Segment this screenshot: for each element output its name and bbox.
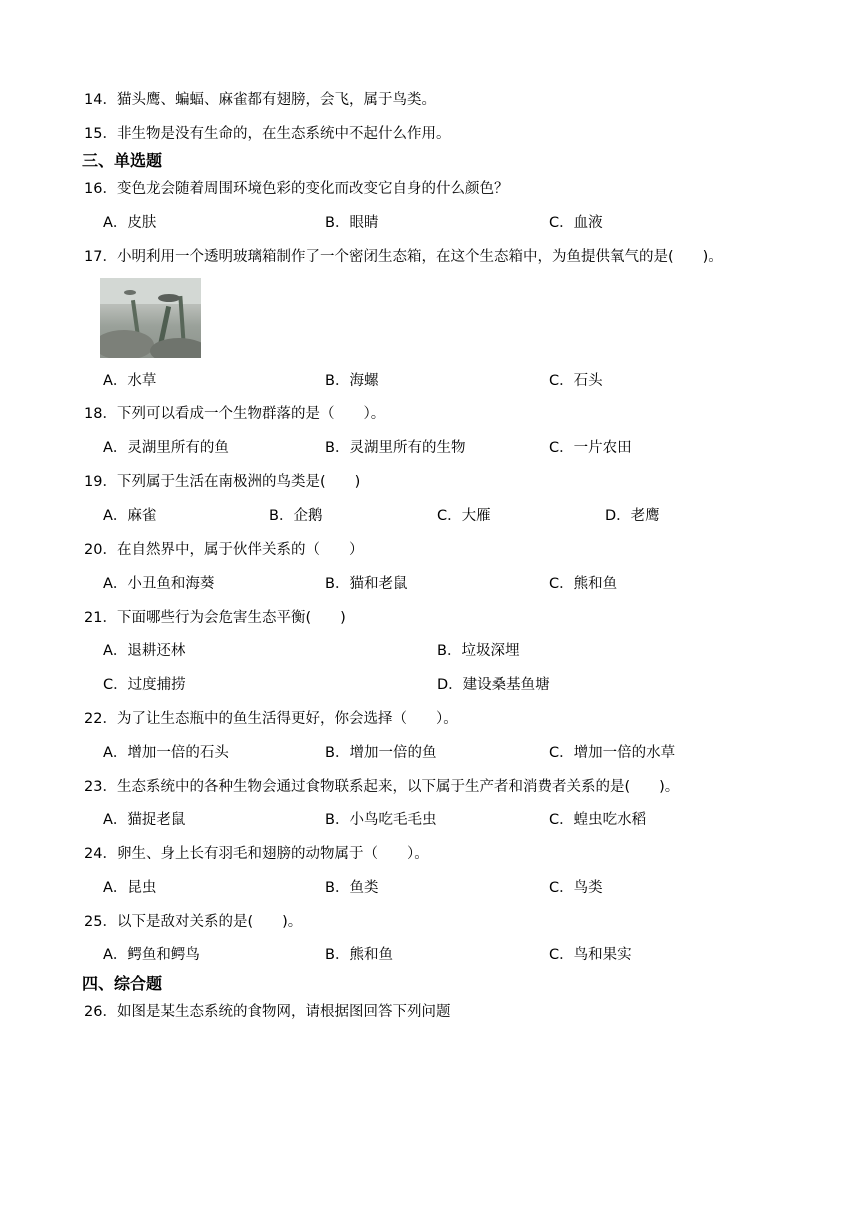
q19-option-c: C．大雁 <box>437 508 491 524</box>
q23-option-b: B．小鸟吃毛毛虫 <box>325 812 437 828</box>
q24-option-b: B．鱼类 <box>325 880 379 896</box>
q20-option-c: C．熊和鱼 <box>549 576 618 592</box>
q25-option-c: C．鸟和果实 <box>549 947 632 963</box>
q21-option-b: B．垃圾深埋 <box>437 643 520 659</box>
question-20-stem: 20．在自然界中，属于伙伴关系的（ ） <box>84 542 364 558</box>
question-22-stem: 22．为了让生态瓶中的鱼生活得更好，你会选择（ ）。 <box>84 711 458 727</box>
q25-option-a: A．鳄鱼和鳄鸟 <box>103 947 200 963</box>
section-title-single-choice: 三、单选题 <box>82 151 163 170</box>
question-18-stem: 18．下列可以看成一个生物群落的是（ ）。 <box>84 406 386 422</box>
question-23-stem: 23．生态系统中的各种生物会通过食物联系起来，以下属于生产者和消费者关系的是( )。 <box>84 779 680 795</box>
q17-option-c: C．石头 <box>549 373 603 389</box>
question-24-stem: 24．卵生、身上长有羽毛和翅膀的动物属于（ ）。 <box>84 846 429 862</box>
question-25-stem: 25．以下是敌对关系的是( )。 <box>84 914 303 930</box>
q16-option-a: A．皮肤 <box>103 215 157 231</box>
question-14: 14．猫头鹰、蝙蝠、麻雀都有翅膀，会飞，属于鸟类。 <box>84 92 436 108</box>
question-15: 15．非生物是没有生命的，在生态系统中不起什么作用。 <box>84 126 451 142</box>
aquarium-photo <box>100 278 201 358</box>
q20-option-b: B．猫和老鼠 <box>325 576 408 592</box>
q19-option-a: A．麻雀 <box>103 508 157 524</box>
q21-option-d: D．建设桑基鱼塘 <box>437 677 550 693</box>
q24-option-a: A．昆虫 <box>103 880 157 896</box>
q22-option-a: A．增加一倍的石头 <box>103 745 229 761</box>
q19-option-d: D．老鹰 <box>605 508 660 524</box>
q22-option-c: C．增加一倍的水草 <box>549 745 676 761</box>
question-17-stem: 17．小明利用一个透明玻璃箱制作了一个密闭生态箱，在这个生态箱中，为鱼提供氧气的是( )。 <box>84 249 723 265</box>
q20-option-a: A．小丑鱼和海葵 <box>103 576 215 592</box>
q24-option-c: C．鸟类 <box>549 880 603 896</box>
q17-option-a: A．水草 <box>103 373 157 389</box>
section-title-comprehensive: 四、综合题 <box>82 974 163 993</box>
question-26-stem: 26．如图是某生态系统的食物网，请根据图回答下列问题 <box>84 1004 451 1020</box>
q18-option-c: C．一片农田 <box>549 440 632 456</box>
q19-option-b: B．企鹅 <box>269 508 323 524</box>
question-16-stem: 16．变色龙会随着周围环境色彩的变化而改变它自身的什么颜色？ <box>84 181 509 197</box>
q22-option-b: B．增加一倍的鱼 <box>325 745 437 761</box>
question-21-stem: 21．下面哪些行为会危害生态平衡( ) <box>84 610 346 626</box>
question-19-stem: 19．下列属于生活在南极洲的鸟类是( ) <box>84 474 361 490</box>
q18-option-b: B．灵湖里所有的生物 <box>325 440 466 456</box>
q21-option-c: C．过度捕捞 <box>103 677 186 693</box>
q25-option-b: B．熊和鱼 <box>325 947 393 963</box>
q21-option-a: A．退耕还林 <box>103 643 186 659</box>
q16-option-b: B．眼睛 <box>325 215 379 231</box>
q18-option-a: A．灵湖里所有的鱼 <box>103 440 229 456</box>
q17-option-b: B．海螺 <box>325 373 379 389</box>
q23-option-a: A．猫捉老鼠 <box>103 812 186 828</box>
q16-option-c: C．血液 <box>549 215 603 231</box>
q23-option-c: C．蝗虫吃水稻 <box>549 812 647 828</box>
